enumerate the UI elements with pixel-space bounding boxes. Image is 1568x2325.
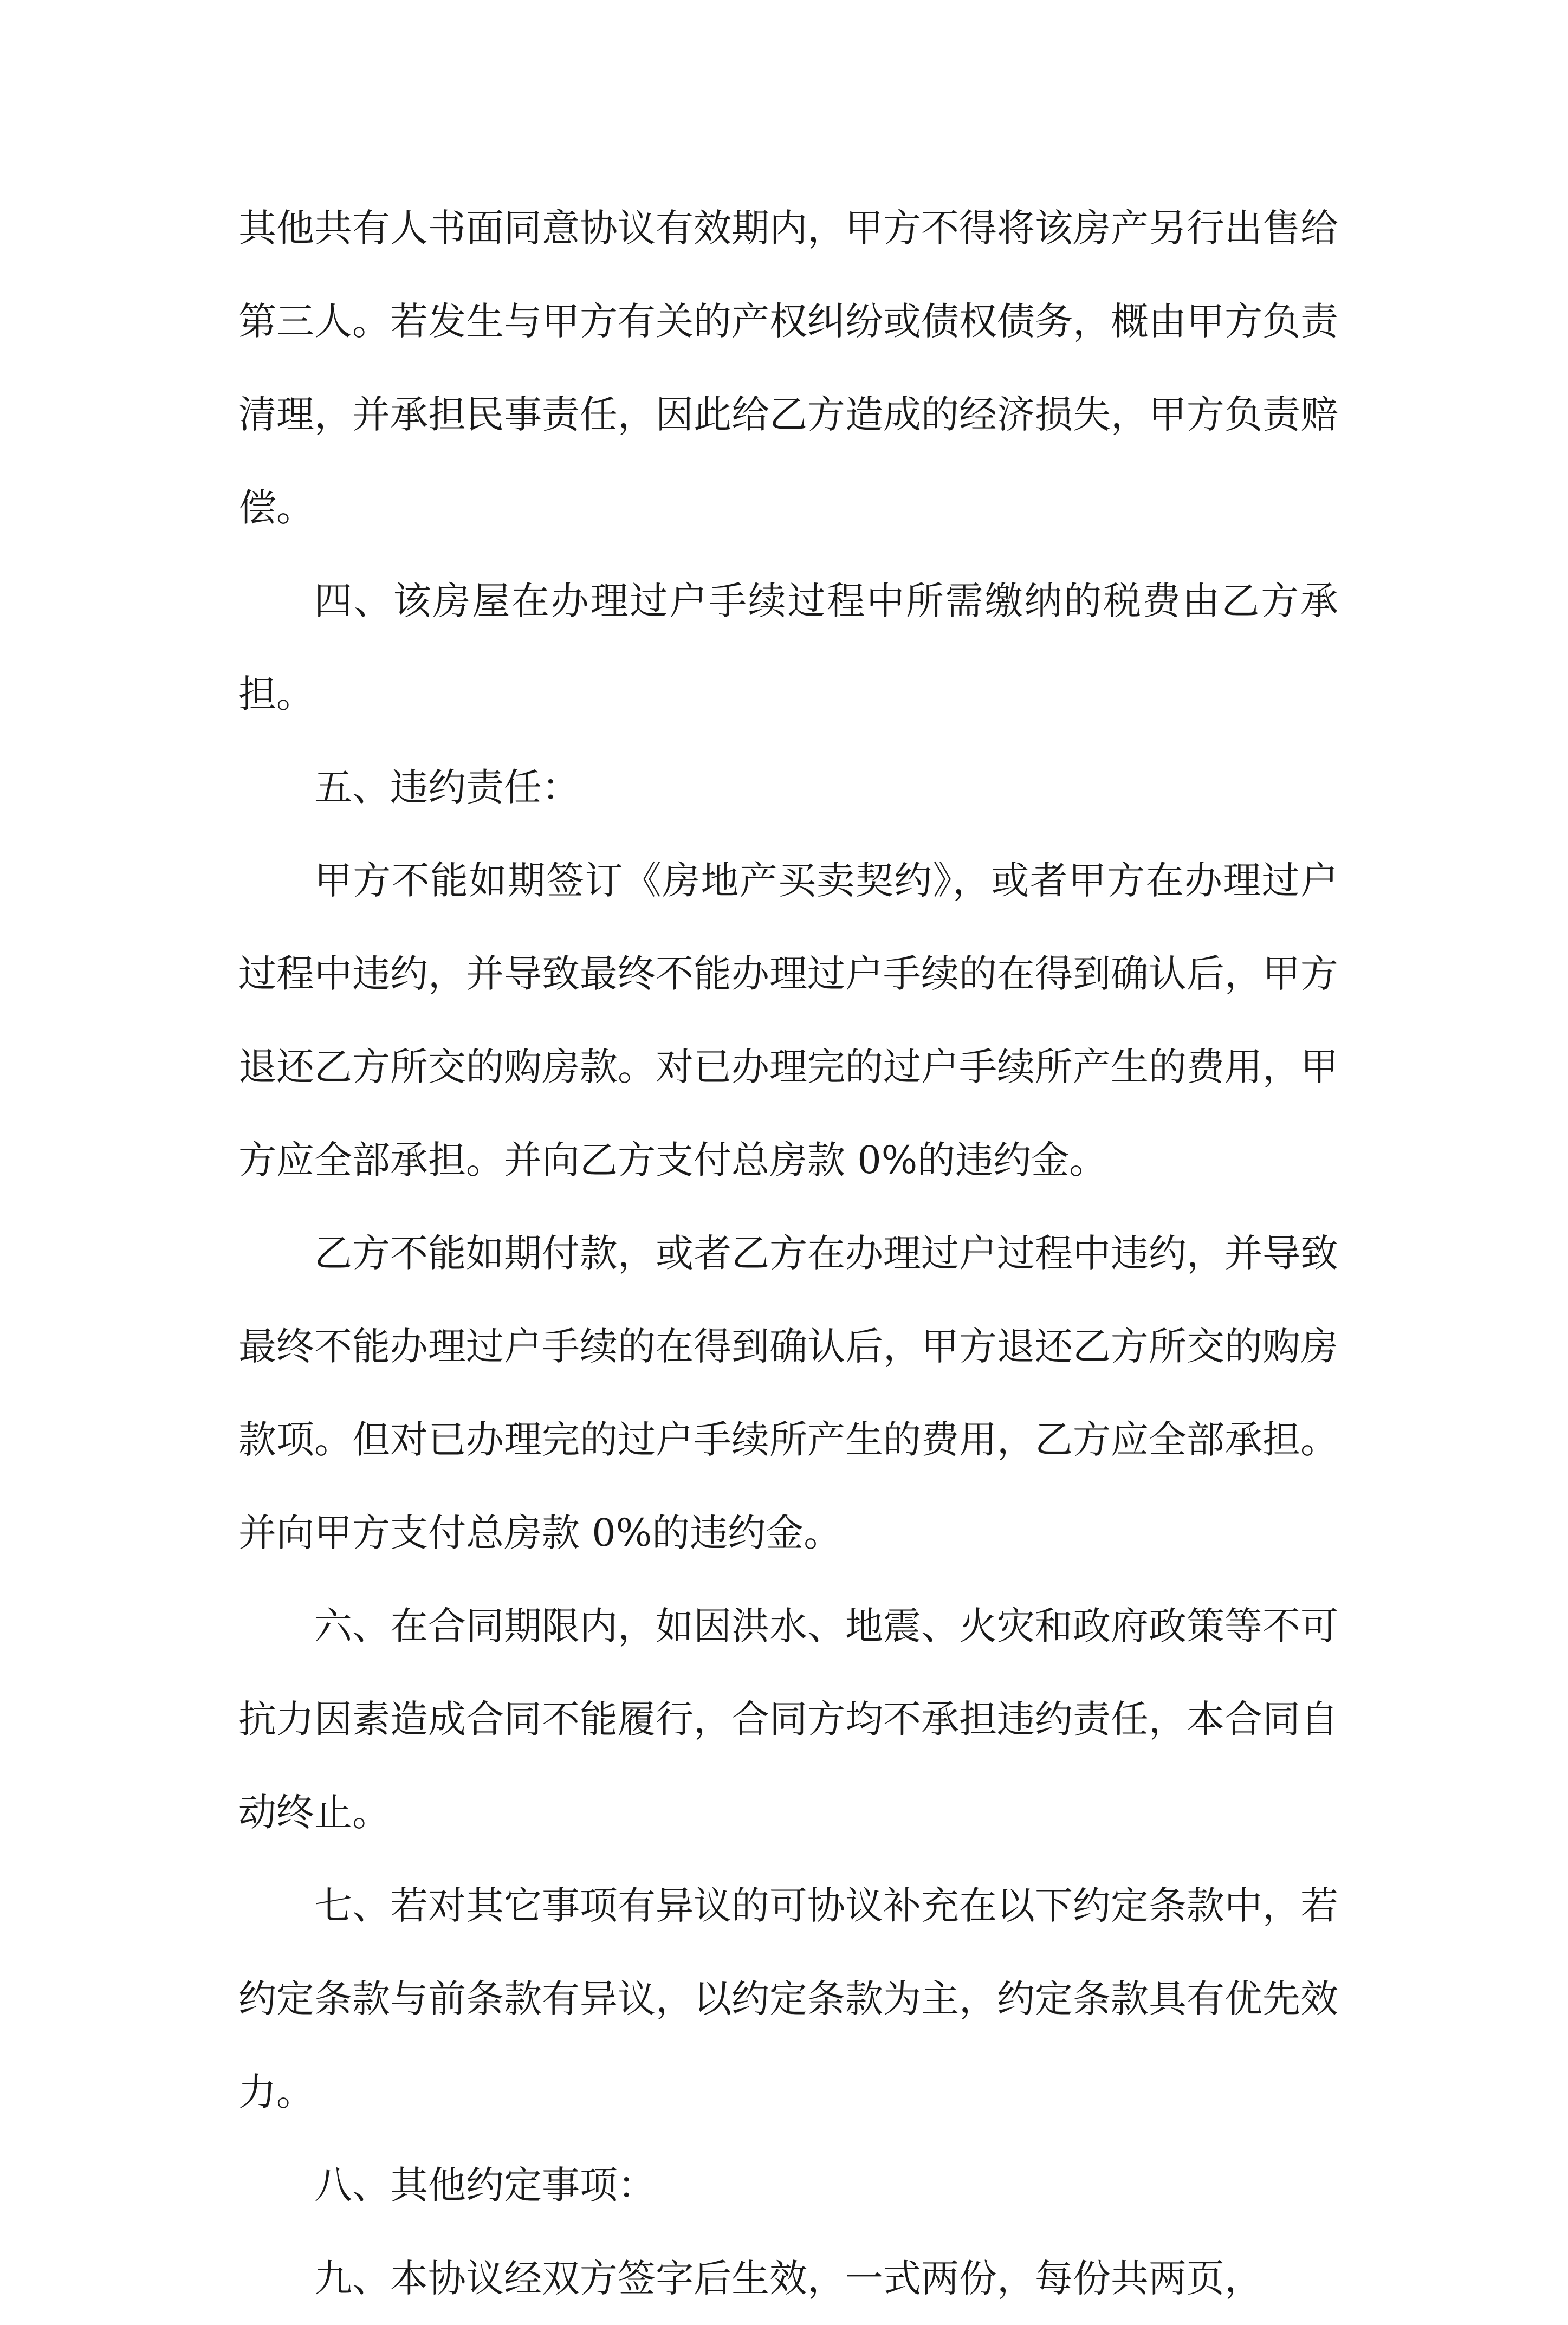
paragraph-party-a-breach: 甲方不能如期签订《房地产买卖契约》，或者甲方在办理过户过程中违约，并导致最终不能办理过户手续的在得到确认后，甲方退还乙方所交的购房款。对已办理完的过户手续所产生的费用，甲方应全部承担。并向乙方支付总房款 0%的违约金。: [238, 858, 1338, 1182]
paragraph-clause-7-supplementary: 七、若对其它事项有异议的可协议补充在以下约定条款中，若约定条款与前条款有异议，以约定条款为主，约定条款具有优先效力。: [238, 1883, 1338, 2114]
paragraph-clause-9-effect: 九、本协议经双方签字后生效，一式两份，每份共两页，: [314, 2256, 1262, 2301]
paragraph-clause-4-taxes: 四、该房屋在办理过户手续过程中所需缴纳的税费由乙方承担。: [238, 579, 1338, 716]
paragraph-continuation-clause-3: 其他共有人书面同意协议有效期内，甲方不得将该房产另行出售给第三人。若发生与甲方有关的产权纠纷或债权债务，概由甲方负责清理，并承担民事责任，因此给乙方造成的经济损失，甲方负责赔偿。: [238, 206, 1338, 530]
paragraph-party-b-breach: 乙方不能如期付款，或者乙方在办理过户过程中违约，并导致最终不能办理过户手续的在得到确认后，甲方退还乙方所交的购房款项。但对已办理完的过户手续所产生的费用，乙方应全部承担。并向甲方支付总房款 0%的违约金。: [238, 1231, 1338, 1555]
paragraph-clause-8-other: 八、其他约定事项：: [314, 2163, 656, 2207]
document-body: [238, 182, 1338, 2325]
paragraph-clause-6-force-majeure: 六、在合同期限内，如因洪水、地震、火灾和政府政策等不可抗力因素造成合同不能履行，合同方均不承担违约责任，本合同自动终止。: [238, 1604, 1338, 1835]
paragraph-clause-5-heading: 五、违约责任：: [314, 765, 580, 809]
